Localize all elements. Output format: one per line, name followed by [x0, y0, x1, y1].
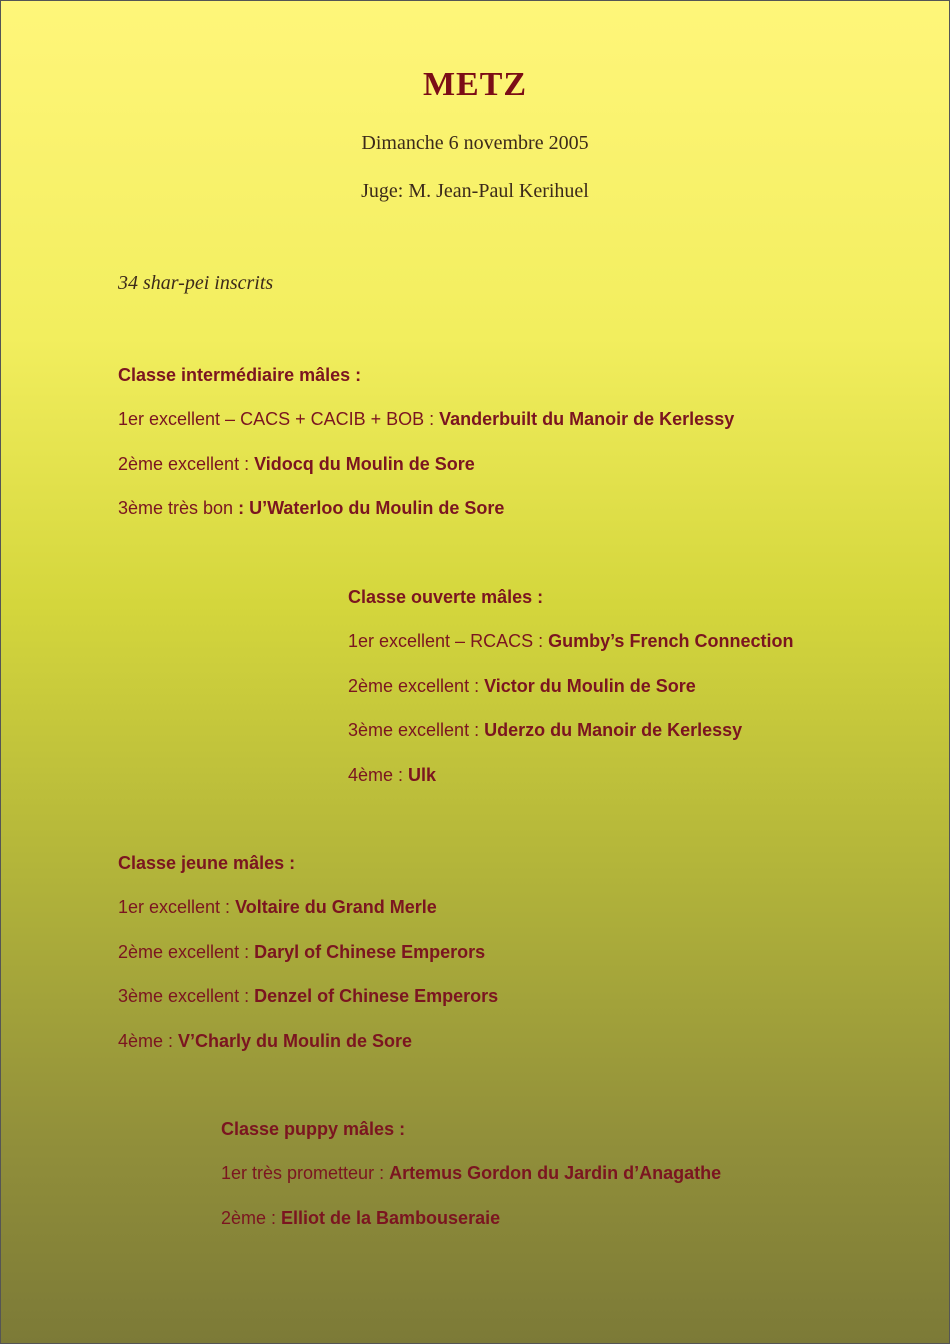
- result-line: [118, 454, 734, 498]
- result-label: 3ème excellent :: [118, 986, 255, 1007]
- section-puppy: [221, 1119, 721, 1252]
- event-date: Dimanche 6 novembre 2005: [361, 132, 589, 154]
- section-heading: Classe intermédiaire mâles :: [118, 365, 362, 385]
- result-label: 3ème excellent :: [348, 720, 485, 741]
- entries-note: 34 shar-pei inscrits: [118, 272, 274, 294]
- dog-name: Daryl of Chinese Emperors: [254, 941, 486, 962]
- result-line: [118, 409, 734, 453]
- result-line: [118, 897, 498, 941]
- result-label: 1er excellent :: [118, 897, 236, 918]
- section-intermediaire: [118, 365, 734, 543]
- result-line: [118, 942, 498, 986]
- result-label: 3ème très bon: [118, 498, 239, 519]
- dog-name: : U’Waterloo du Moulin de Sore: [238, 498, 505, 519]
- result-line: [348, 631, 793, 675]
- dog-name: Elliot de la Bambouseraie: [281, 1207, 501, 1228]
- section-heading: Classe ouverte mâles :: [348, 587, 544, 607]
- result-line: [221, 1163, 721, 1207]
- dog-name: V’Charly du Moulin de Sore: [178, 1030, 413, 1051]
- section-heading: Classe jeune mâles :: [118, 853, 296, 873]
- dog-name: Denzel of Chinese Emperors: [254, 986, 499, 1007]
- dog-name: Vanderbuilt du Manoir de Kerlessy: [439, 409, 735, 430]
- result-label: 2ème excellent :: [348, 675, 485, 696]
- page-title: METZ: [422, 66, 528, 103]
- judge-line: Juge: M. Jean-Paul Kerihuel: [361, 180, 589, 202]
- result-label: 4ème :: [348, 764, 409, 785]
- section-ouverte: [348, 587, 793, 809]
- result-label: 1er excellent – CACS + CACIB + BOB :: [118, 409, 440, 430]
- dog-name: Artemus Gordon du Jardin d’Anagathe: [389, 1163, 722, 1184]
- dog-name: Ulk: [408, 764, 437, 785]
- result-label: 2ème excellent :: [118, 453, 255, 474]
- dog-name: Vidocq du Moulin de Sore: [254, 453, 475, 474]
- dog-name: Uderzo du Manoir de Kerlessy: [484, 720, 743, 741]
- result-label: 4ème :: [118, 1030, 179, 1051]
- result-line: [348, 720, 793, 764]
- dog-name: Victor du Moulin de Sore: [484, 675, 696, 696]
- dog-name: Voltaire du Grand Merle: [235, 897, 437, 918]
- result-line: [118, 986, 498, 1030]
- result-line: [348, 765, 793, 809]
- dog-name: Gumby’s French Connection: [548, 631, 794, 652]
- section-jeune: [118, 853, 498, 1075]
- result-label: 1er très prometteur :: [221, 1163, 390, 1184]
- result-line: [221, 1208, 721, 1252]
- result-line: [118, 1031, 498, 1075]
- result-line: [118, 498, 734, 542]
- result-label: 2ème :: [221, 1207, 282, 1228]
- result-label: 1er excellent – RCACS :: [348, 631, 549, 652]
- result-label: 2ème excellent :: [118, 941, 255, 962]
- result-line: [348, 676, 793, 720]
- section-heading: Classe puppy mâles :: [221, 1119, 406, 1139]
